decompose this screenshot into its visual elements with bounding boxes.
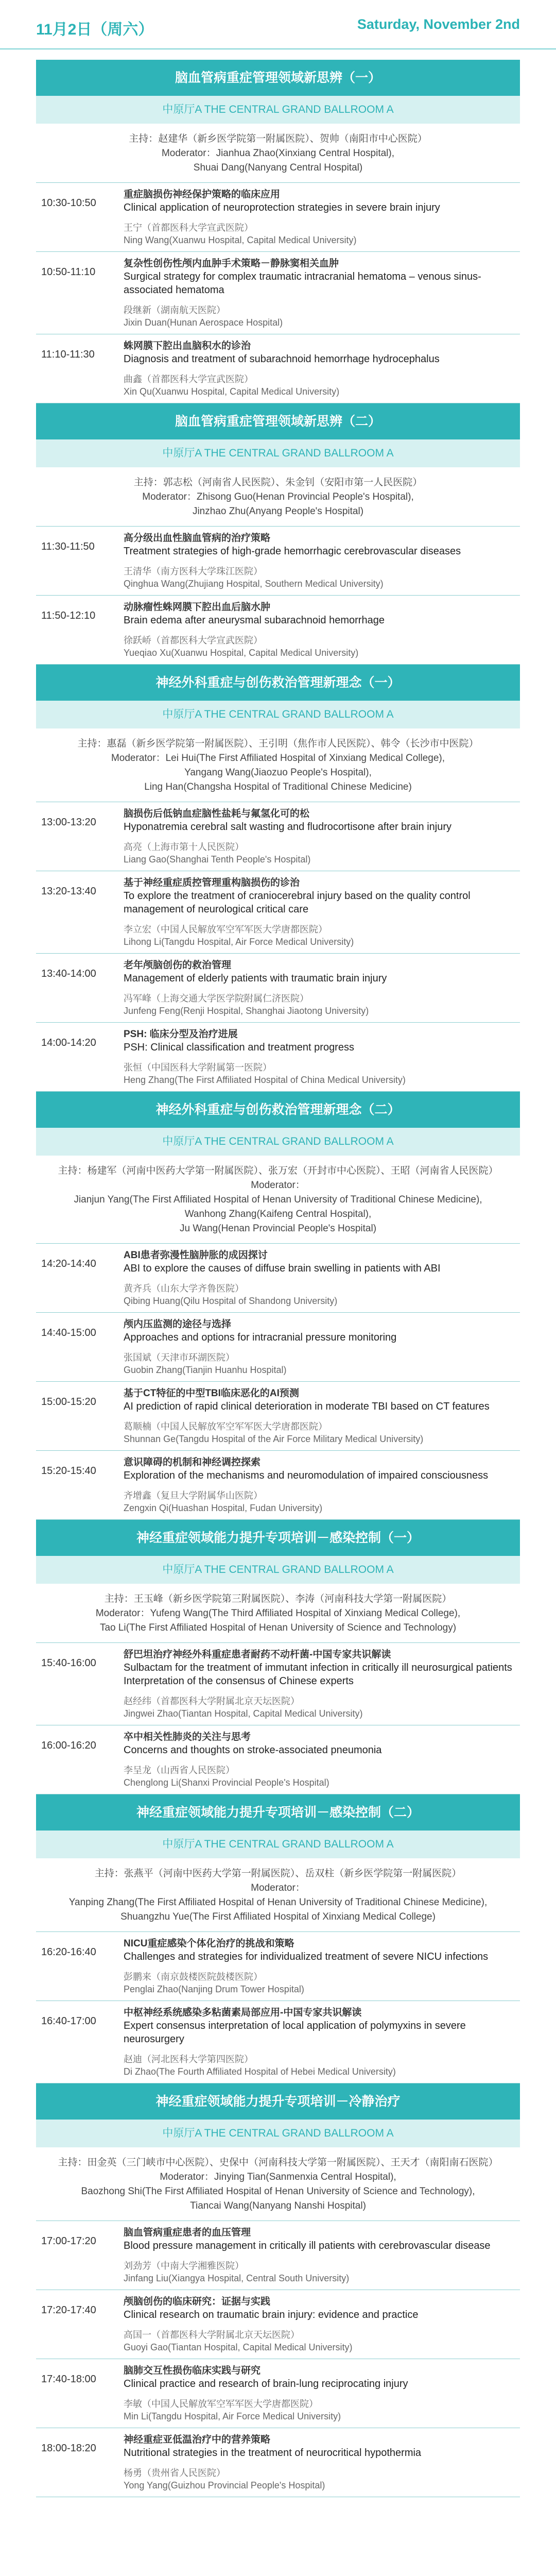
moderator-text: 主持：郭志松（河南省人民医院）、朱金钊（安阳市第一人民医院） Moderator：Zhisong Guo(Henan Provincial People's Hospital), Jinzhao Zhu(Anyang People's Hospital) <box>133 477 423 517</box>
speaker-cn: 高国一（首都医科大学附属北京天坛医院） <box>124 2330 300 2340</box>
talk-title-en: Surgical strategy for complex traumatic intracranial hematoma – venous sinus-associated hematoma <box>124 271 481 296</box>
talk-time: 14:20-14:40 <box>41 1258 96 1269</box>
talk-row <box>36 1023 520 1092</box>
speaker-cn: 王清华（南方医科大学珠江医院） <box>124 566 263 577</box>
talk-time: 10:30-10:50 <box>41 197 96 209</box>
speaker-en: Chenglong Li(Shanxi Provincial People's Hospital) <box>124 1777 329 1788</box>
talk-title-cn: 复杂性创伤性颅内血肿手术策略－静脉窦相关血肿 <box>124 258 339 269</box>
speaker-cn: 徐跃峤（首都医科大学宣武医院） <box>124 635 263 646</box>
session-venue: 中原厅A THE CENTRAL GRAND BALLROOM A <box>36 439 520 467</box>
talk-title-en: Clinical application of neuroprotection strategies in severe brain injury <box>124 202 440 213</box>
talk-row <box>36 1451 520 1520</box>
talk-time: 14:00-14:20 <box>41 1037 96 1048</box>
speaker-cn: 黄齐兵（山东大学齐鲁医院） <box>124 1283 244 1294</box>
session-moderators <box>36 1584 520 1643</box>
talk-title-cn: 高分级出血性脑血管病的治疗策略 <box>124 533 271 544</box>
speaker-en: Junfeng Feng(Renji Hospital, Shanghai Jiaotong University) <box>124 1006 369 1016</box>
speaker-cn: 冯军峰（上海交通大学医学院附属仁济医院） <box>124 993 309 1004</box>
talk-content <box>124 1937 520 1995</box>
talk-title-cn: NICU重症感染个体化治疗的挑战和策略 <box>124 1938 294 1949</box>
speaker-en: Xin Qu(Xuanwu Hospital, Capital Medical University) <box>124 386 340 397</box>
session-block <box>36 1794 520 2083</box>
session-block <box>36 665 520 1092</box>
session-venue: 中原厅A THE CENTRAL GRAND BALLROOM A <box>36 701 520 728</box>
speaker-en: Di Zhao(The Fourth Affiliated Hospital of Hebei Medical University) <box>124 2066 396 2077</box>
session-venue: 中原厅A THE CENTRAL GRAND BALLROOM A <box>36 2120 520 2147</box>
session-title: 神经外科重症与创伤救治管理新理念（一） <box>36 665 520 701</box>
talk-title-cn: 重症脑损伤神经保护策略的临床应用 <box>124 189 281 200</box>
talk-title-cn: 颅内压监测的途径与选择 <box>124 1319 232 1330</box>
talk-title-en: Concerns and thoughts on stroke-associated pneumonia <box>124 1744 382 1756</box>
talk-content <box>124 1249 520 1307</box>
session-venue: 中原厅A THE CENTRAL GRAND BALLROOM A <box>36 1831 520 1858</box>
speaker-en: Yueqiao Xu(Xuanwu Hospital, Capital Medical University) <box>124 648 359 658</box>
talk-title-cn: 蛛网膜下腔出血脑积水的诊治 <box>124 341 251 351</box>
talk-row <box>36 2428 520 2497</box>
speaker-en: Qinghua Wang(Zhujiang Hospital, Southern Medical University) <box>124 579 384 589</box>
talk-content <box>124 2006 520 2078</box>
talk-time: 15:20-15:40 <box>41 1465 96 1477</box>
talk-time: 17:40-18:00 <box>41 2374 96 2385</box>
speaker-cn: 张恒（中国医科大学附属第一医院） <box>124 1062 272 1073</box>
session-block <box>36 2083 520 2497</box>
session-title: 神经重症领域能力提升专项培训－冷静治疗 <box>36 2083 520 2120</box>
speaker-en: Guobin Zhang(Tianjin Huanhu Hospital) <box>124 1365 287 1375</box>
date-header <box>0 0 556 49</box>
talk-content <box>124 188 520 246</box>
speaker-cn: 王宁（首都医科大学宣武医院） <box>124 223 253 233</box>
session-block <box>36 1092 520 1520</box>
talk-row <box>36 2001 520 2083</box>
talk-time: 16:00-16:20 <box>41 1740 96 1751</box>
session-block <box>36 1520 520 1794</box>
talk-time: 13:00-13:20 <box>41 817 96 828</box>
speaker-cn: 高亮（上海市第十人民医院） <box>124 842 244 852</box>
speaker-en: Min Li(Tangdu Hospital, Air Force Medical University) <box>124 2411 341 2421</box>
talk-title-cn: 脑血管病重症患者的血压管理 <box>124 2227 251 2238</box>
speaker-en: Jixin Duan(Hunan Aerospace Hospital) <box>124 317 283 328</box>
speaker-en: Heng Zhang(The First Affiliated Hospital of China Medical University) <box>124 1075 406 1085</box>
talk-title-cn: 基于CT特征的中型TBI临床恶化的AI预测 <box>124 1388 299 1399</box>
talk-row <box>36 183 520 252</box>
talk-time: 17:00-17:20 <box>41 2235 96 2247</box>
talk-title-en: ABI to explore the causes of diffuse brain swelling in patients with ABI <box>124 1263 441 1274</box>
talk-time: 10:50-11:10 <box>41 266 96 278</box>
speaker-en: Shunnan Ge(Tangdu Hospital of the Air Force Military Medical University) <box>124 1434 424 1444</box>
talk-title-en: Sulbactam for the treatment of immutant infection in critically ill neurosurgical patients Interpretation of the consensus of Chinese experts <box>124 1662 512 1687</box>
speaker-cn: 彭鹏来（南京鼓楼医院鼓楼医院） <box>124 1972 263 1982</box>
talk-row <box>36 596 520 665</box>
session-venue: 中原厅A THE CENTRAL GRAND BALLROOM A <box>36 1128 520 1156</box>
talk-time: 17:20-17:40 <box>41 2304 96 2316</box>
talk-content <box>124 959 520 1017</box>
speaker-cn: 李立宏（中国人民解放军空军军医大学唐都医院） <box>124 924 327 935</box>
talk-title-en: Blood pressure management in critically ill patients with cerebrovascular disease <box>124 2240 491 2251</box>
speaker-cn: 齐增鑫（复旦大学附属华山医院） <box>124 1490 263 1501</box>
talk-time: 13:40-14:00 <box>41 968 96 979</box>
session-moderators <box>36 2147 520 2221</box>
talk-time: 16:20-16:40 <box>41 1946 96 1958</box>
talk-title-en: Clinical research on traumatic brain injury: evidence and practice <box>124 2309 419 2320</box>
talk-time: 11:10-11:30 <box>41 349 95 360</box>
talk-title-cn: ABI患者弥漫性脑肿胀的成因探讨 <box>124 1250 268 1261</box>
session-title: 神经外科重症与创伤救治管理新理念（二） <box>36 1092 520 1128</box>
talk-title-en: Diagnosis and treatment of subarachnoid hemorrhage hydrocephalus <box>124 353 440 365</box>
speaker-en: Lihong Li(Tangdu Hospital, Air Force Medical University) <box>124 937 354 947</box>
date-en: Saturday, November 2nd <box>357 16 520 32</box>
speaker-cn: 葛顺楠（中国人民解放军空军军医大学唐都医院） <box>124 1421 327 1432</box>
talk-title-en: PSH: Clinical classification and treatment progress <box>124 1042 354 1053</box>
speaker-en: Guoyi Gao(Tiantan Hospital, Capital Medical University) <box>124 2342 353 2352</box>
session-venue: 中原厅A THE CENTRAL GRAND BALLROOM A <box>36 96 520 124</box>
talk-row <box>36 527 520 596</box>
talk-title-en: Approaches and options for intracranial pressure monitoring <box>124 1332 397 1343</box>
talk-title-en: Expert consensus interpretation of local application of polymyxins in severe neurosurgery <box>124 2020 466 2045</box>
talk-title-cn: 中枢神经系统感染多粘菌素局部应用-中国专家共识解读 <box>124 2007 362 2018</box>
moderator-text: 主持：田金英（三门峡市中心医院）、史保中（河南科技大学第一附属医院）、王天才（南阳南石医院） Moderator：Jinying Tian(Sanmenxia Central Hospital), Baozhong Shi(The First Affiliated Hospital of Henan University of Science and Technology), Tiancai Wang(Nanyang Nanshi Hospital) <box>58 2157 498 2211</box>
speaker-en: Liang Gao(Shanghai Tenth People's Hospital) <box>124 854 311 865</box>
talk-row <box>36 334 520 403</box>
talk-title-en: Brain edema after aneurysmal subarachnoid hemorrhage <box>124 615 385 626</box>
speaker-cn: 李敏（中国人民解放军空军军医大学唐都医院） <box>124 2399 318 2409</box>
talk-content <box>124 2364 520 2422</box>
talk-time: 15:40-16:00 <box>41 1657 96 1669</box>
talk-title-en: Exploration of the mechanisms and neuromodulation of impaired consciousness <box>124 1470 489 1481</box>
talk-title-en: Nutritional strategies in the treatment of neurocritical hypothermia <box>124 2447 422 2459</box>
session-title: 神经重症领域能力提升专项培训－感染控制（二） <box>36 1794 520 1831</box>
speaker-en: Jingwei Zhao(Tiantan Hospital, Capital Medical University) <box>124 1708 363 1719</box>
talk-title-en: AI prediction of rapid clinical deterioration in moderate TBI based on CT features <box>124 1401 490 1412</box>
talk-content <box>124 532 520 590</box>
talk-title-en: To explore the treatment of craniocerebral injury based on the quality control management of neurological critical care <box>124 890 471 915</box>
speaker-cn: 段继新（湖南航天医院） <box>124 305 225 315</box>
session-block <box>36 403 520 665</box>
talk-content <box>124 2226 520 2284</box>
talk-row <box>36 2359 520 2428</box>
talk-content <box>124 807 520 866</box>
session-title: 脑血管病重症管理领域新思辨（二） <box>36 403 520 439</box>
moderator-text: 主持：惠磊（新乡医学院第一附属医院）、王引明（焦作市人民医院）、韩令（长沙市中医院） Moderator：Lei Hui(The First Affiliated Hospital of Xinxiang Medical College), Yangang Wang(Jiaozuo People's Hospital), Ling Han(Changsha Hospital of Traditional Chinese Medicine) <box>77 738 479 792</box>
talk-title-en: Hyponatremia cerebral salt wasting and fludrocortisone after brain injury <box>124 821 451 833</box>
talk-row <box>36 954 520 1023</box>
speaker-en: Yong Yang(Guizhou Provincial People's Hospital) <box>124 2480 325 2490</box>
talk-row <box>36 1382 520 1451</box>
speaker-cn: 赵迪（河北医科大学第四医院） <box>124 2054 253 2064</box>
session-moderators <box>36 728 520 802</box>
talk-time: 18:00-18:20 <box>41 2443 96 2454</box>
session-moderators <box>36 467 520 527</box>
talk-content <box>124 1028 520 1086</box>
sessions-list <box>0 60 556 2497</box>
speaker-en: Penglai Zhao(Nanjing Drum Tower Hospital) <box>124 1984 304 1994</box>
talk-title-cn: 意识障碍的机制和神经调控探索 <box>124 1457 261 1468</box>
session-moderators <box>36 1858 520 1932</box>
speaker-cn: 张国斌（天津市环湖医院） <box>124 1352 235 1363</box>
talk-row <box>36 2221 520 2290</box>
talk-row <box>36 1643 520 1725</box>
talk-title-cn: PSH: 临床分型及治疗进展 <box>124 1029 238 1040</box>
talk-content <box>124 1387 520 1445</box>
talk-time: 14:40-15:00 <box>41 1327 96 1338</box>
session-moderators <box>36 124 520 183</box>
moderator-text: 主持：王玉峰（新乡医学院第三附属医院）、李涛（河南科技大学第一附属医院） Moderator：Yufeng Wang(The Third Affiliated Hospital of Xinxiang Medical College), Tao Li(The First Affiliated Hospital of Henan University of Science and Technology) <box>95 1594 461 1633</box>
talk-row <box>36 1244 520 1313</box>
talk-title-cn: 动脉瘤性蛛网膜下腔出血后脑水肿 <box>124 602 271 613</box>
talk-time: 11:50-12:10 <box>41 610 96 621</box>
talk-row <box>36 871 520 954</box>
talk-time: 16:40-17:00 <box>41 2015 96 2027</box>
date-cn: 11月2日（周六） <box>36 21 154 38</box>
talk-row <box>36 1932 520 2001</box>
talk-time: 11:30-11:50 <box>41 541 95 552</box>
talk-title-cn: 脑损伤后低钠血症脑性盐耗与氟氢化可的松 <box>124 808 310 819</box>
speaker-cn: 曲鑫（首都医科大学宣武医院） <box>124 374 253 384</box>
speaker-en: Ning Wang(Xuanwu Hospital, Capital Medical University) <box>124 235 357 245</box>
talk-title-cn: 颅脑创伤的临床研究：证据与实践 <box>124 2296 271 2307</box>
talk-content <box>124 1318 520 1376</box>
talk-row <box>36 252 520 334</box>
moderator-text: 主持：赵建华（新乡医学院第一附属医院）、贺帅（南阳市中心医院） Moderator：Jianhua Zhao(Xinxiang Central Hospital), Shuai Dang(Nanyang Central Hospital) <box>129 133 427 173</box>
talk-time: 13:20-13:40 <box>41 886 96 897</box>
session-title: 神经重症领域能力提升专项培训－感染控制（一） <box>36 1520 520 1556</box>
talk-content <box>124 1456 520 1514</box>
talk-title-cn: 基于神经重症质控管理重构脑损伤的诊治 <box>124 877 300 888</box>
talk-row <box>36 1313 520 1382</box>
talk-title-en: Clinical practice and research of brain-lung reciprocating injury <box>124 2378 408 2389</box>
talk-row <box>36 1725 520 1794</box>
talk-title-en: Treatment strategies of high-grade hemorrhagic cerebrovascular diseases <box>124 546 461 557</box>
speaker-cn: 李呈龙（山西省人民医院） <box>124 1765 235 1775</box>
talk-time: 15:00-15:20 <box>41 1396 96 1408</box>
speaker-cn: 杨勇（贵州省人民医院） <box>124 2468 225 2478</box>
speaker-en: Zengxin Qi(Huashan Hospital, Fudan University) <box>124 1503 323 1513</box>
talk-content <box>124 340 520 398</box>
moderator-text: 主持：张燕平（河南中医药大学第一附属医院）、岳双柱（新乡医学院第一附属医院） Moderator： Yanping Zhang(The First Affiliated Hospital of Henan University of Traditional Chinese Medicine), Shuangzhu Yue(The First Affiliated Hospital of Xinxiang Medical College) <box>68 1868 488 1922</box>
speaker-cn: 赵经纬（首都医科大学附属北京天坛医院） <box>124 1696 300 1706</box>
session-venue: 中原厅A THE CENTRAL GRAND BALLROOM A <box>36 1556 520 1584</box>
talk-row <box>36 802 520 871</box>
talk-title-cn: 舒巴坦治疗神经外科重症患者耐药不动杆菌-中国专家共识解读 <box>124 1649 391 1660</box>
talk-content <box>124 2295 520 2353</box>
speaker-cn: 刘劲芳（中南大学湘雅医院） <box>124 2261 244 2271</box>
moderator-text: 主持：杨建军（河南中医药大学第一附属医院）、张万宏（开封市中心医院）、王昭（河南省人民医院） Moderator： Jianjun Yang(The First Affiliated Hospital of Henan University of Traditional Chinese Medicine), Wanhong Zhang(Kaifeng Central Hospital), Ju Wang(Henan Provincial People's Hospital) <box>58 1165 498 1234</box>
speaker-en: Jinfang Liu(Xiangya Hospital, Central South University) <box>124 2273 350 2283</box>
talk-content <box>124 1731 520 1789</box>
session-moderators <box>36 1156 520 1244</box>
talk-content <box>124 257 520 329</box>
talk-title-cn: 脑肺交互性损伤临床实践与研究 <box>124 2365 261 2376</box>
talk-title-cn: 卒中相关性肺炎的关注与思考 <box>124 1732 251 1742</box>
session-title: 脑血管病重症管理领域新思辨（一） <box>36 60 520 96</box>
talk-title-cn: 老年颅脑创伤的救治管理 <box>124 960 232 971</box>
speaker-en: Qibing Huang(Qilu Hospital of Shandong University) <box>124 1296 338 1306</box>
talk-title-en: Challenges and strategies for individualized treatment of severe NICU infections <box>124 1951 489 1962</box>
talk-content <box>124 1648 520 1720</box>
session-block <box>36 60 520 403</box>
talk-content <box>124 601 520 659</box>
talk-content <box>124 2433 520 2492</box>
talk-row <box>36 2290 520 2359</box>
talk-content <box>124 876 520 948</box>
talk-title-en: Management of elderly patients with traumatic brain injury <box>124 973 387 984</box>
talk-title-cn: 神经重症亚低温治疗中的营养策略 <box>124 2434 271 2445</box>
